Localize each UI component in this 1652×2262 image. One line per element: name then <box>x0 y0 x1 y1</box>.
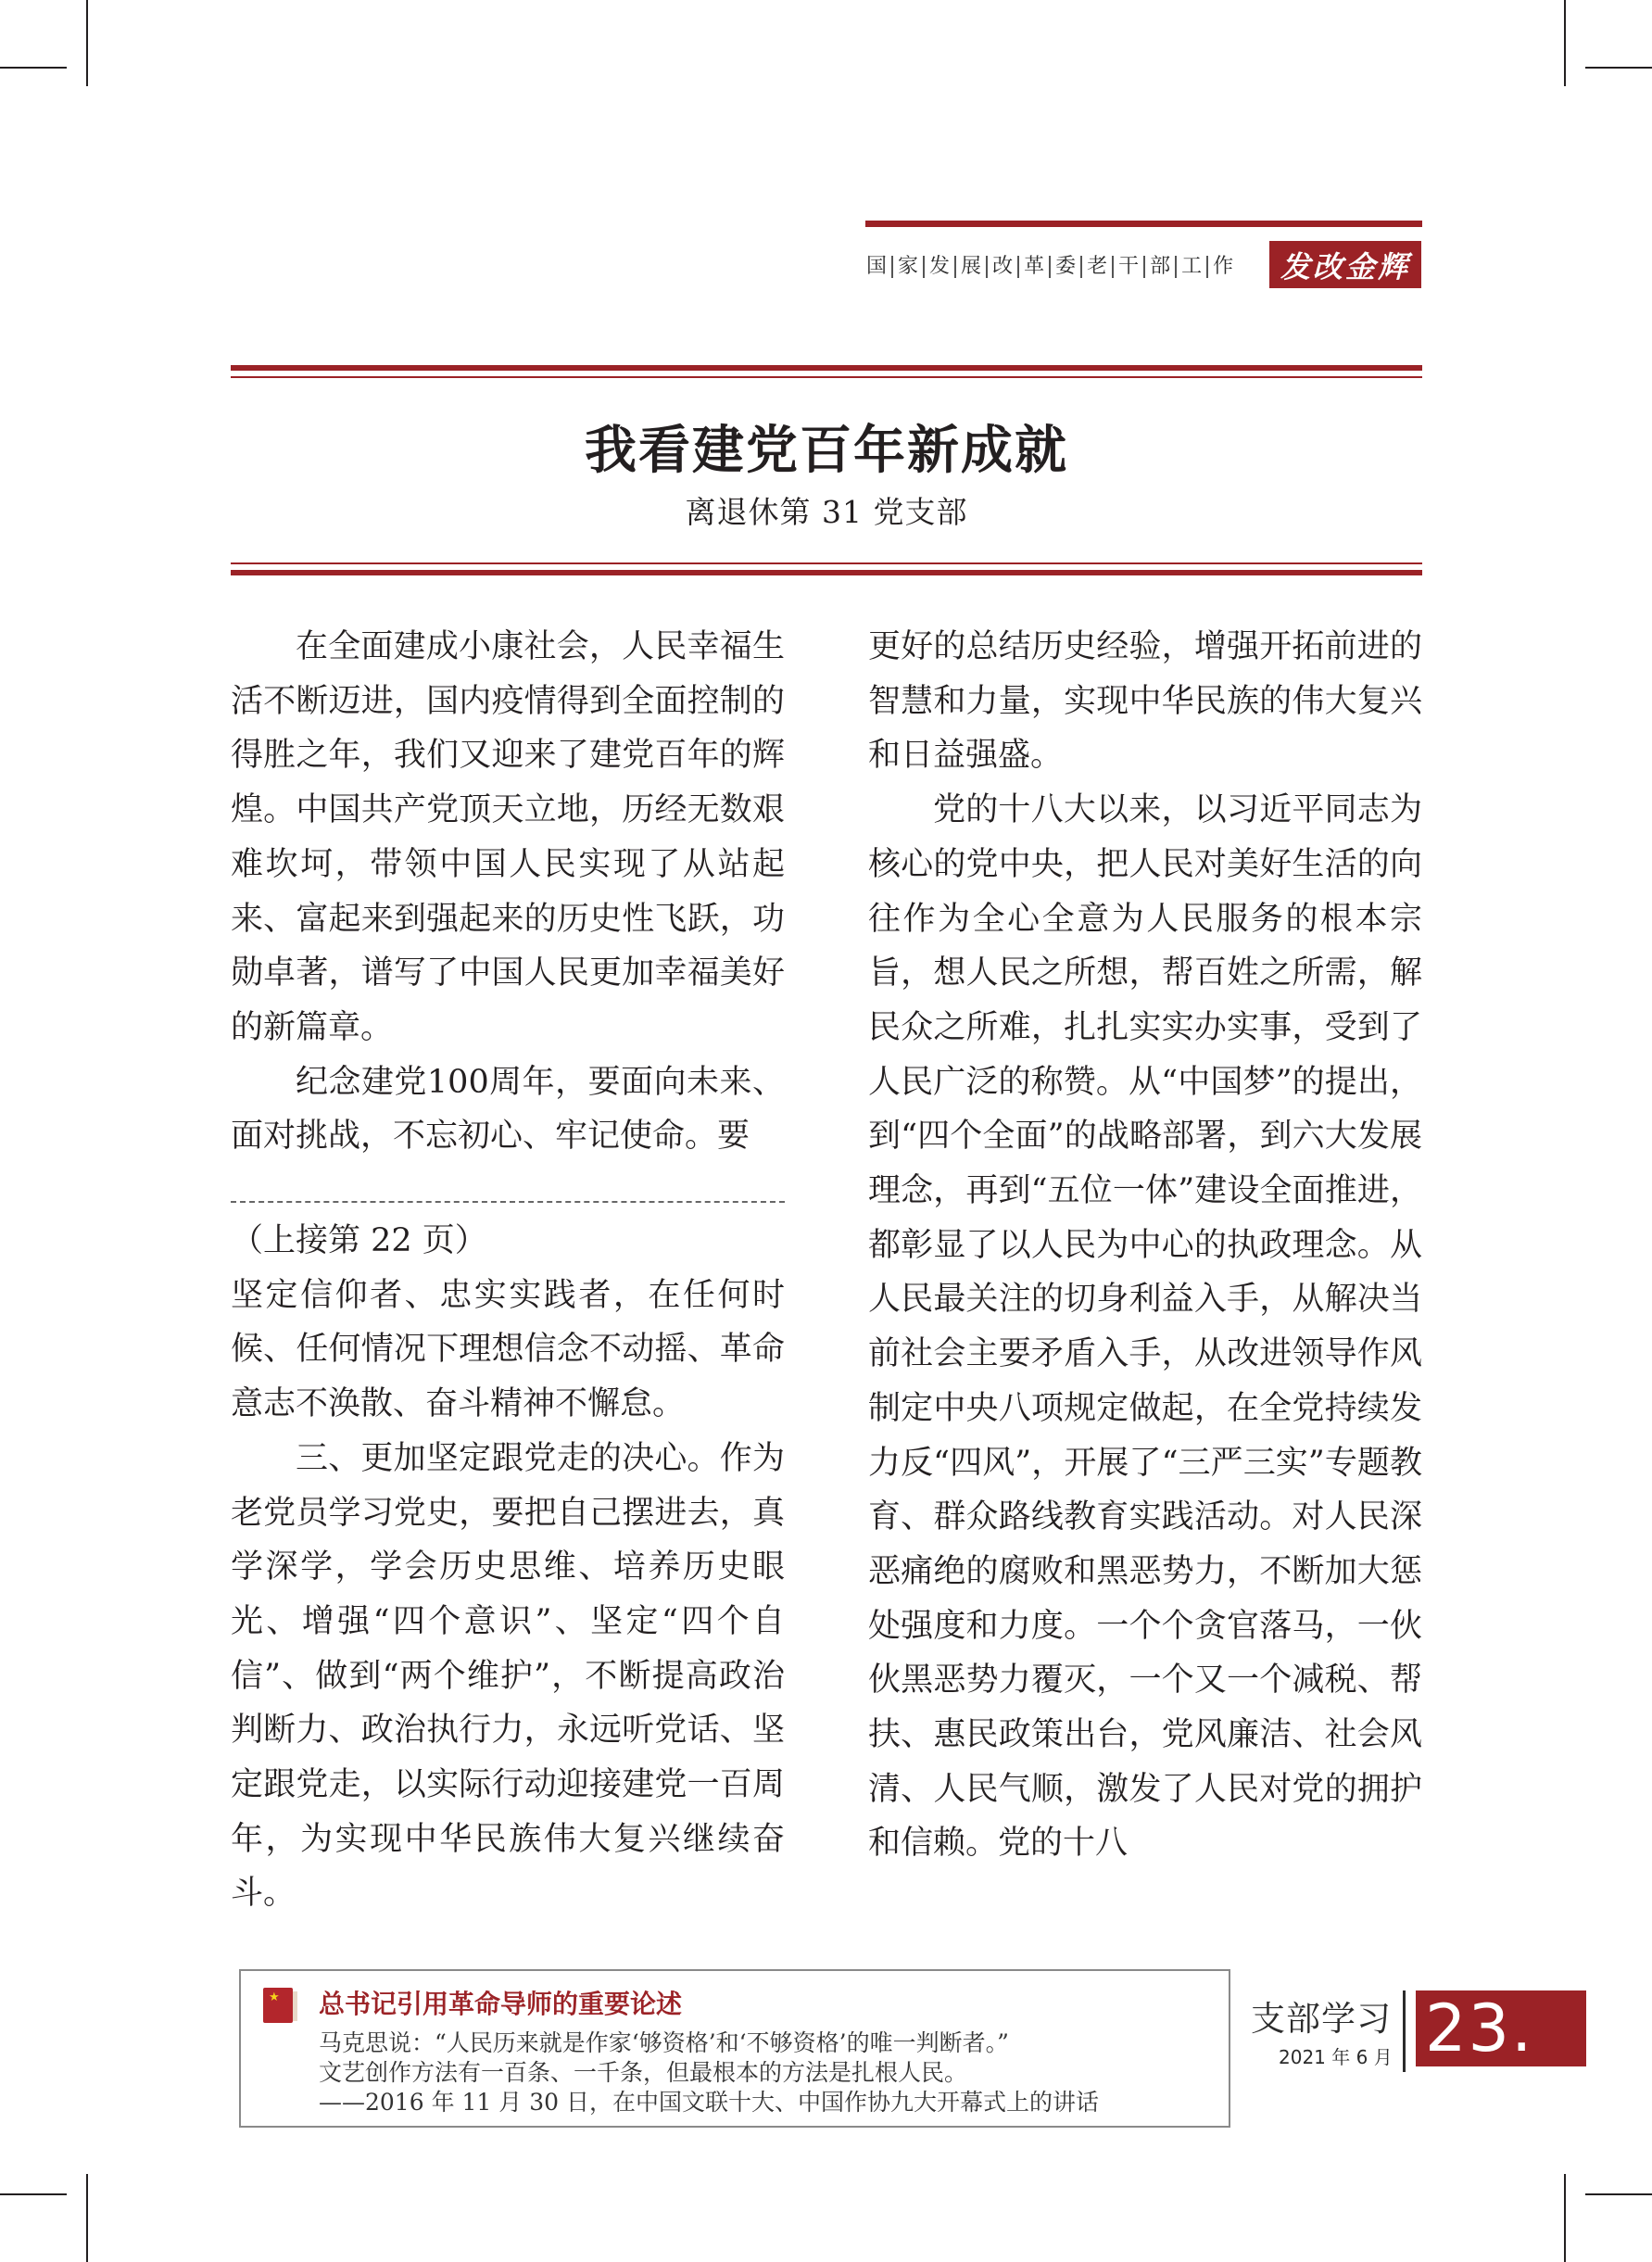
quote-line: 马克思说：“人民历来就是作家‘够资格’和‘不够资格’的唯一判断者。” <box>319 2029 1009 2056</box>
paragraph: 在全面建成小康社会，人民幸福生活不断迈进，国内疫情得到全面控制的得胜之年，我们又迎来了建党百年的辉煌。中国共产党顶天立地，历经无数艰难坎坷，带领中国人民实现了从站起来、富起来到强起来的历史性飞跃，功勋卓著，谱写了中国人民更加幸福美好的新篇章。 <box>231 628 785 1046</box>
crop-mark-top-right-h <box>1585 67 1652 69</box>
header-accent-bar <box>865 221 1422 227</box>
article-column-right <box>868 620 1422 1871</box>
continued-note: （上接第 22 页） <box>231 1222 487 1259</box>
quote-box <box>239 1969 1230 2128</box>
header-org-char: 革 <box>1019 256 1051 278</box>
quote-line: 文艺创作方法有一百条、一千条，但最根本的方法是扎根人民。 <box>319 2059 968 2086</box>
quote-source: ——2016 年 11 月 30 日，在中国文联十大、中国作协九大开幕式上的讲话 <box>319 2089 1099 2116</box>
header-org-char: 改 <box>988 256 1019 278</box>
header-org-char: 老 <box>1082 256 1114 278</box>
crop-mark-bottom-left-v <box>86 2174 88 2262</box>
header-org-char: 国 <box>862 256 893 278</box>
crop-mark-top-left-h <box>0 67 67 69</box>
paragraph: 更好的总结历史经验，增强开拓前进的智慧和力量，实现中华民族的伟大复兴和日益强盛。 <box>868 628 1422 775</box>
header-org-char: 委 <box>1051 256 1082 278</box>
quote-title: 总书记引用革命导师的重要论述 <box>319 1989 683 2019</box>
paragraph: 坚定信仰者、忠实实践者，在任何时候、任何情况下理想信念不动摇、革命意志不涣散、奋斗精神不懈怠。 <box>231 1276 785 1423</box>
paragraph: 纪念建党100周年，要面向未来、面对挑战，不忘初心、牢记使命。要 <box>231 1063 785 1156</box>
publication-name: 支部学习 <box>1251 1999 1392 2039</box>
continuation-divider <box>231 1201 785 1203</box>
crop-mark-top-right-v <box>1564 0 1566 86</box>
title-top-rule-thin <box>231 376 1422 378</box>
title-bottom-rule-thin <box>231 562 1422 564</box>
header-org-char: 家 <box>893 256 925 278</box>
book-icon: ★ <box>263 1988 293 2023</box>
title-top-rule <box>231 365 1422 371</box>
footer-separator <box>1403 1990 1406 2072</box>
article-title: 我看建党百年新成就 <box>585 420 1068 481</box>
page-number: 23. <box>1416 1990 1586 2066</box>
crop-mark-top-left-v <box>86 0 88 86</box>
header-org-char: 干 <box>1114 256 1145 278</box>
header-org-char: 工 <box>1177 256 1208 278</box>
header-org-char: 部 <box>1145 256 1177 278</box>
header-org-char: 发 <box>925 256 956 278</box>
title-bottom-rule <box>231 570 1422 575</box>
crop-mark-bottom-left-h <box>0 2193 67 2195</box>
crop-mark-bottom-right-h <box>1585 2193 1652 2195</box>
header-org-char: 展 <box>956 256 988 278</box>
header-brand-badge: 发改金辉 <box>1269 241 1421 288</box>
paragraph: 三、更加坚定跟党走的决心。作为老党员学习党史，要把自己摆进去，真学深学，学会历史思维、培养历史眼光、增强“四个意识”、坚定“四个自信”、做到“两个维护”，不断提高政治判断力、政治执行力，永远听党话、坚定跟党走，以实际行动迎接建党一百周年，为实现中华民族伟大复兴继续奋斗。 <box>231 1439 785 1913</box>
header-org-name <box>862 248 1238 285</box>
header-org-char: 作 <box>1213 255 1234 278</box>
crop-mark-bottom-right-v <box>1564 2174 1566 2262</box>
publication-date: 2021 年 6 月 <box>1279 2046 1393 2068</box>
article-column-left <box>231 620 785 1164</box>
continued-section <box>231 1214 785 1921</box>
paragraph: 党的十八大以来，以习近平同志为核心的党中央，把人民对美好生活的向往作为全心全意为人民服务的根本宗旨，想人民之所想，帮百姓之所需，解民众之所难，扎扎实实办实事，受到了人民广泛的称赞。从“中国梦”的提出，到“四个全面”的战略部署，到六大发展理念，再到“五位一体”建设全面推进，都彰显了以人民为中心的执政理念。从人民最关注的切身利益入手，从解决当前社会主要矛盾入手，从改进领导作风制定中央八项规定做起，在全党持续发力反“四风”，开展了“三严三实”专题教育、群众路线教育实践活动。对人民深恶痛绝的腐败和黑恶势力，不断加大惩处强度和力度。一个个贪官落马，一伙伙黑恶势力覆灭，一个又一个减税、帮扶、惠民政策出台，党风廉洁、社会风清、人民气顺，激发了人民对党的拥护和信赖。党的十八 <box>868 791 1422 1863</box>
article-byline: 离退休第 31 党支部 <box>685 494 968 530</box>
